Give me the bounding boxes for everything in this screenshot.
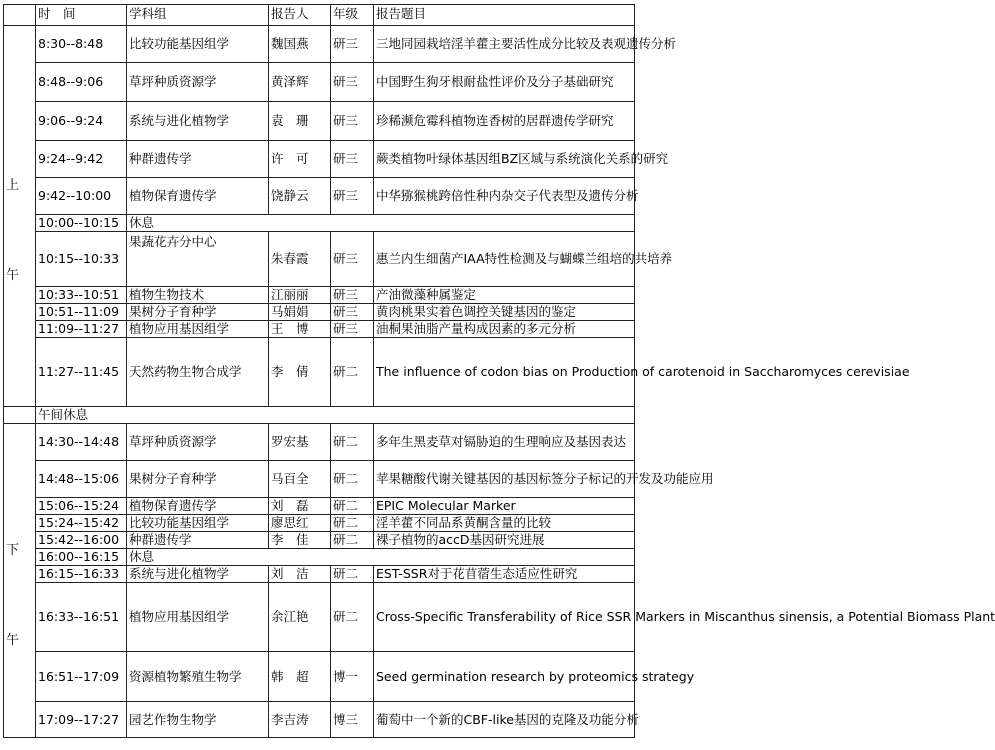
- table-row: [4, 141, 635, 178]
- time-cell: 15:06--15:24: [36, 498, 127, 515]
- time-cell: 16:00--16:15: [36, 549, 127, 566]
- table-row: [4, 566, 635, 583]
- time-cell: 17:09--17:27: [36, 702, 127, 738]
- topic-cell: 裸子植物的accD基因研究进展: [374, 532, 635, 549]
- header-grade: 年级: [331, 5, 374, 26]
- table-row: [4, 532, 635, 549]
- group-cell: 植物应用基因组学: [127, 583, 269, 652]
- break-row: [4, 215, 635, 232]
- grade-cell: 研三: [331, 178, 374, 215]
- noon-break-half: [4, 407, 36, 424]
- header-topic: 报告题目: [374, 5, 635, 26]
- table-row: [4, 63, 635, 102]
- grade-cell: 研二: [331, 424, 374, 461]
- time-cell: 10:15--10:33: [36, 232, 127, 287]
- header-half: [4, 5, 36, 26]
- grade-cell: 研三: [331, 141, 374, 178]
- speaker-cell: 马娟娟: [269, 304, 331, 321]
- speaker-cell: 余江艳: [269, 583, 331, 652]
- break-label: 休息: [127, 549, 635, 566]
- grade-cell: 博一: [331, 652, 374, 702]
- group-cell: 园艺作物生物学: [127, 702, 269, 738]
- grade-cell: 研三: [331, 304, 374, 321]
- table-row: [4, 583, 635, 652]
- group-cell: 系统与进化植物学: [127, 102, 269, 141]
- time-cell: 10:00--10:15: [36, 215, 127, 232]
- group-cell: 植物保育遗传学: [127, 178, 269, 215]
- speaker-cell: 江丽丽: [269, 287, 331, 304]
- group-cell: 果蔬花卉分中心: [127, 232, 269, 287]
- group-cell: 资源植物繁殖生物学: [127, 652, 269, 702]
- table-row: [4, 461, 635, 498]
- time-cell: 15:42--16:00: [36, 532, 127, 549]
- grade-cell: 研二: [331, 338, 374, 407]
- table-row: [4, 515, 635, 532]
- group-cell: 比较功能基因组学: [127, 515, 269, 532]
- group-cell: 果树分子育种学: [127, 304, 269, 321]
- time-cell: 8:48--9:06: [36, 63, 127, 102]
- morning-label-char-2: 午: [6, 268, 20, 283]
- schedule-table: [3, 4, 995, 738]
- grade-cell: 研三: [331, 232, 374, 287]
- header-speaker: 报告人: [269, 5, 331, 26]
- table-row: [4, 287, 635, 304]
- speaker-cell: 袁 珊: [269, 102, 331, 141]
- noon-break-row: [4, 407, 635, 424]
- group-cell: 植物保育遗传学: [127, 498, 269, 515]
- group-cell: 植物应用基因组学: [127, 321, 269, 338]
- speaker-cell: 黄泽辉: [269, 63, 331, 102]
- grade-cell: 研三: [331, 321, 374, 338]
- time-cell: 16:33--16:51: [36, 583, 127, 652]
- table-row: [4, 178, 635, 215]
- topic-cell: 中华猕猴桃跨倍性种内杂交子代表型及遗传分析: [374, 178, 635, 215]
- speaker-cell: 韩 超: [269, 652, 331, 702]
- table-row: [4, 424, 635, 461]
- group-cell: 植物生物技术: [127, 287, 269, 304]
- speaker-cell: 刘 洁: [269, 566, 331, 583]
- time-cell: 16:15--16:33: [36, 566, 127, 583]
- topic-cell: 惠兰内生细菌产IAA特性检测及与蝴蝶兰组培的共培养: [374, 232, 635, 287]
- table-row: [4, 498, 635, 515]
- time-cell: 9:24--9:42: [36, 141, 127, 178]
- grade-cell: 研二: [331, 515, 374, 532]
- topic-cell: 珍稀濒危霉科植物连香树的居群遗传学研究: [374, 102, 635, 141]
- group-cell: 草坪种质资源学: [127, 424, 269, 461]
- speaker-cell: 李吉涛: [269, 702, 331, 738]
- time-cell: 10:33--10:51: [36, 287, 127, 304]
- topic-cell: EST-SSR对于花苜蓿生态适应性研究: [374, 566, 635, 583]
- topic-cell: 蕨类植物叶绿体基因组BZ区域与系统演化关系的研究: [374, 141, 635, 178]
- topic-cell: 多年生黑麦草对镉胁迫的生理响应及基因表达: [374, 424, 635, 461]
- speaker-cell: 李 佳: [269, 532, 331, 549]
- topic-cell: The influence of codon bias on Production of carotenoid in Saccharomyces cerevisiae: [374, 338, 635, 407]
- topic-cell: 葡萄中一个新的CBF-like基因的克隆及功能分析: [374, 702, 635, 738]
- morning-label: [4, 26, 36, 407]
- time-cell: 11:27--11:45: [36, 338, 127, 407]
- grade-cell: 研二: [331, 498, 374, 515]
- break-row: [4, 549, 635, 566]
- group-cell: 种群遗传学: [127, 141, 269, 178]
- noon-break-label: 午间休息: [36, 407, 635, 424]
- table-row: [4, 702, 635, 738]
- speaker-cell: 罗宏基: [269, 424, 331, 461]
- topic-cell: 油桐果油脂产量构成因素的多元分析: [374, 321, 635, 338]
- topic-cell: 三地同园栽培淫羊藿主要活性成分比较及表观遗传分析: [374, 26, 635, 63]
- topic-cell: EPIC Molecular Marker: [374, 498, 635, 515]
- speaker-cell: 饶静云: [269, 178, 331, 215]
- time-cell: 16:51--17:09: [36, 652, 127, 702]
- morning-label-char-1: 上: [6, 178, 20, 193]
- grade-cell: 研二: [331, 461, 374, 498]
- speaker-cell: 朱春霞: [269, 232, 331, 287]
- group-cell: 比较功能基因组学: [127, 26, 269, 63]
- speaker-cell: 许 可: [269, 141, 331, 178]
- table-row: [4, 304, 635, 321]
- topic-cell: 黄肉桃果实着色调控关键基因的鉴定: [374, 304, 635, 321]
- header-group: 学科组: [127, 5, 269, 26]
- header-time: 时 间: [36, 5, 127, 26]
- time-cell: 10:51--11:09: [36, 304, 127, 321]
- afternoon-label-char-2: 午: [6, 632, 20, 648]
- grade-cell: 研三: [331, 63, 374, 102]
- group-cell: 种群遗传学: [127, 532, 269, 549]
- topic-cell: Cross-Specific Transferability of Rice SSR Markers in Miscanthus sinensis, a Potential Biomass Plant: [374, 583, 635, 652]
- grade-cell: 研二: [331, 583, 374, 652]
- grade-cell: 研二: [331, 566, 374, 583]
- table-row: [4, 338, 635, 407]
- speaker-cell: 刘 磊: [269, 498, 331, 515]
- grade-cell: 博三: [331, 702, 374, 738]
- time-cell: 14:48--15:06: [36, 461, 127, 498]
- speaker-cell: 廖思红: [269, 515, 331, 532]
- time-cell: 9:42--10:00: [36, 178, 127, 215]
- time-cell: 15:24--15:42: [36, 515, 127, 532]
- group-cell: 草坪种质资源学: [127, 63, 269, 102]
- grade-cell: 研三: [331, 102, 374, 141]
- table-row: [4, 321, 635, 338]
- afternoon-label-char-1: 下: [6, 542, 20, 558]
- time-cell: 11:09--11:27: [36, 321, 127, 338]
- group-cell: 天然药物生物合成学: [127, 338, 269, 407]
- table-row: [4, 652, 635, 702]
- table-row: [4, 232, 635, 287]
- header-row: [4, 5, 635, 26]
- topic-cell: 中国野生狗牙根耐盐性评价及分子基础研究: [374, 63, 635, 102]
- topic-cell: 苹果糖酸代谢关键基因的基因标签分子标记的开发及功能应用: [374, 461, 635, 498]
- time-cell: 8:30--8:48: [36, 26, 127, 63]
- speaker-cell: 李 倩: [269, 338, 331, 407]
- topic-cell: 产油微藻种属鉴定: [374, 287, 635, 304]
- speaker-cell: 王 博: [269, 321, 331, 338]
- grade-cell: 研三: [331, 287, 374, 304]
- time-cell: 14:30--14:48: [36, 424, 127, 461]
- break-label: 休息: [127, 215, 635, 232]
- time-cell: 9:06--9:24: [36, 102, 127, 141]
- speaker-cell: 马百全: [269, 461, 331, 498]
- topic-cell: 淫羊藿不同品系黄酮含量的比较: [374, 515, 635, 532]
- grade-cell: 研二: [331, 532, 374, 549]
- topic-cell: Seed germination research by proteomics strategy: [374, 652, 635, 702]
- group-cell: 系统与进化植物学: [127, 566, 269, 583]
- afternoon-label: [4, 424, 36, 738]
- table-row: [4, 26, 635, 63]
- grade-cell: 研三: [331, 26, 374, 63]
- speaker-cell: 魏国燕: [269, 26, 331, 63]
- group-cell: 果树分子育种学: [127, 461, 269, 498]
- table-row: [4, 102, 635, 141]
